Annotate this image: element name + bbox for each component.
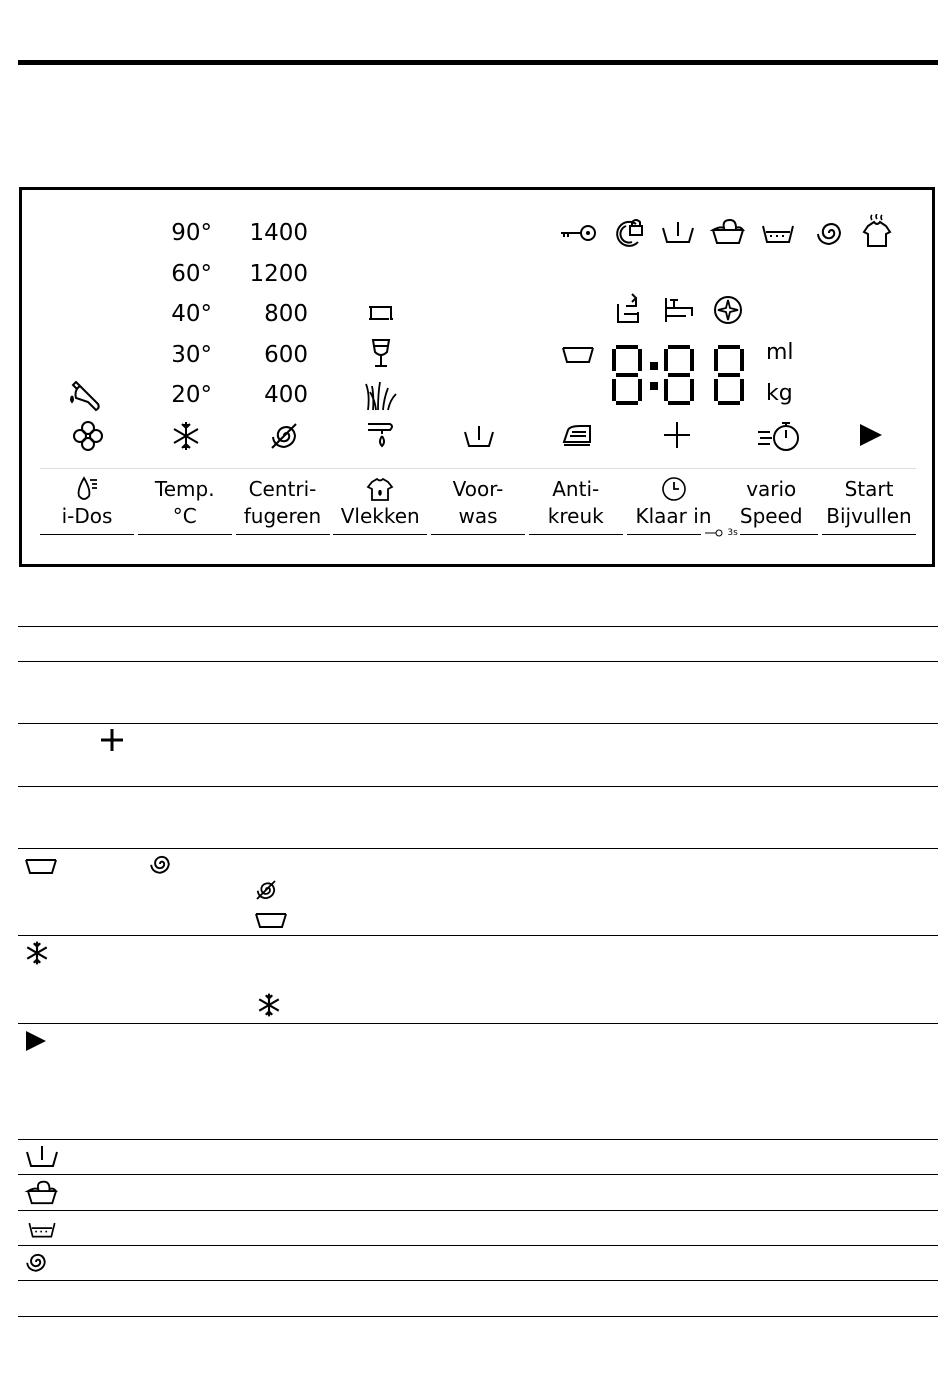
idos-button[interactable] xyxy=(40,476,134,538)
idos-drop-icon xyxy=(40,476,134,503)
anti-crease-underline xyxy=(529,534,623,535)
shirt-steam-icon xyxy=(860,214,894,248)
start-play-icon[interactable] xyxy=(858,422,884,448)
legend-rinse-icon xyxy=(24,1218,60,1240)
clock-icon xyxy=(627,476,721,503)
legend-snowflake-icon-2 xyxy=(256,992,282,1018)
legend-main-wash-icon xyxy=(24,1178,60,1206)
temp-label-2: °C xyxy=(172,504,197,528)
legend-spin-icon-2 xyxy=(24,1250,48,1274)
drop-stain-icon xyxy=(364,418,398,452)
temp-40: 40° xyxy=(171,301,212,327)
spin-label-2: fugeren xyxy=(243,504,322,528)
start-label-1: Start xyxy=(844,477,894,501)
legend-no-spin-icon xyxy=(254,878,278,902)
table-rule xyxy=(18,1245,938,1246)
temperature-list xyxy=(150,220,212,423)
stains-underline xyxy=(333,534,427,535)
start-underline xyxy=(822,534,916,535)
button-row xyxy=(40,476,916,538)
grass-icon xyxy=(364,380,398,412)
temp-20: 20° xyxy=(171,382,212,408)
rinse-icon xyxy=(760,220,796,246)
wash-tub-icon xyxy=(560,344,596,366)
temp-30: 30° xyxy=(171,341,212,368)
anti-crease-button[interactable] xyxy=(529,476,623,538)
panel-separator xyxy=(40,468,916,469)
table-rule xyxy=(18,1174,938,1175)
speed-timer-icon xyxy=(756,420,802,452)
vario-speed-label-1: vario xyxy=(746,477,797,501)
header-rule xyxy=(18,60,938,65)
legend-spin-icon xyxy=(148,852,172,876)
legend-plus-icon xyxy=(100,728,124,752)
reload-icon xyxy=(614,292,644,324)
ready-in-label: Klaar in xyxy=(635,504,712,528)
time-display xyxy=(610,344,750,410)
ready-in-button[interactable] xyxy=(627,476,738,538)
water-tap-icon xyxy=(662,294,696,324)
idos-label: i-Dos xyxy=(61,504,113,528)
stain-shirt-icon xyxy=(333,476,427,503)
unit-kg: kg xyxy=(766,381,793,406)
legend-tub-icon xyxy=(254,910,288,930)
key-icon xyxy=(703,529,725,537)
door-lock-icon xyxy=(612,216,646,250)
iron-icon xyxy=(560,422,594,448)
temp-60: 60° xyxy=(171,260,212,287)
flower-icon xyxy=(72,420,104,452)
temp-underline xyxy=(138,534,232,535)
stains-button[interactable] xyxy=(333,476,427,538)
idos-underline xyxy=(40,534,134,535)
no-spin-icon xyxy=(268,420,300,452)
prewash-label-2: was xyxy=(458,504,498,528)
seven-segment-digits xyxy=(610,344,750,406)
temp-button[interactable] xyxy=(138,476,232,538)
detergent-bottle-icon xyxy=(68,378,108,412)
vario-speed-label-2: Speed xyxy=(739,504,803,528)
spin-speed-list xyxy=(240,220,308,423)
collar-stain-icon xyxy=(366,304,396,324)
spin-icon xyxy=(814,218,844,248)
spin-1200: 1200 xyxy=(249,260,308,287)
table-rule xyxy=(18,786,938,787)
spin-button[interactable] xyxy=(236,476,330,538)
spin-800: 800 xyxy=(264,301,308,327)
prewash-underline xyxy=(431,534,525,535)
table-rule xyxy=(18,723,938,724)
spin-label-1: Centri- xyxy=(248,477,317,501)
hold-hint-text: 3s xyxy=(727,528,738,538)
table-rule xyxy=(18,1316,938,1317)
anti-crease-label-2: kreuk xyxy=(547,504,604,528)
drum-clean-icon xyxy=(712,294,744,326)
table-rule xyxy=(18,1139,938,1140)
start-button[interactable] xyxy=(822,476,916,538)
spin-1400: 1400 xyxy=(249,220,308,246)
table-rule xyxy=(18,1280,938,1281)
main-wash-icon xyxy=(710,216,746,246)
legend-wash-tub-icon xyxy=(24,856,58,876)
spin-underline xyxy=(236,534,330,535)
table-rule xyxy=(18,661,938,662)
plus-icon xyxy=(662,420,692,450)
spin-600: 600 xyxy=(264,341,308,368)
start-label-2: Bijvullen xyxy=(826,504,912,528)
table-rule xyxy=(18,848,938,849)
hold-hint xyxy=(701,528,740,538)
anti-crease-label-1: Anti- xyxy=(552,477,600,501)
cold-snowflake-icon xyxy=(170,420,202,452)
legend-prewash-icon xyxy=(24,1144,60,1170)
table-rule xyxy=(18,1210,938,1211)
legend-start-icon xyxy=(24,1030,48,1052)
temp-label-1: Temp. xyxy=(154,477,215,501)
prewash-icon xyxy=(462,422,496,450)
wine-glass-icon xyxy=(370,338,392,368)
unit-ml: ml xyxy=(766,340,794,365)
table-rule xyxy=(18,626,938,627)
table-rule xyxy=(18,1023,938,1024)
temp-90: 90° xyxy=(171,220,212,246)
prewash-tub-icon xyxy=(660,218,696,246)
spin-400: 400 xyxy=(264,382,308,408)
stains-label: Vlekken xyxy=(340,504,420,528)
prewash-button[interactable] xyxy=(431,476,525,538)
table-rule xyxy=(18,935,938,936)
prewash-label-1: Voor- xyxy=(452,477,504,501)
legend-snowflake-icon xyxy=(24,940,50,966)
child-lock-key-icon xyxy=(558,222,598,244)
